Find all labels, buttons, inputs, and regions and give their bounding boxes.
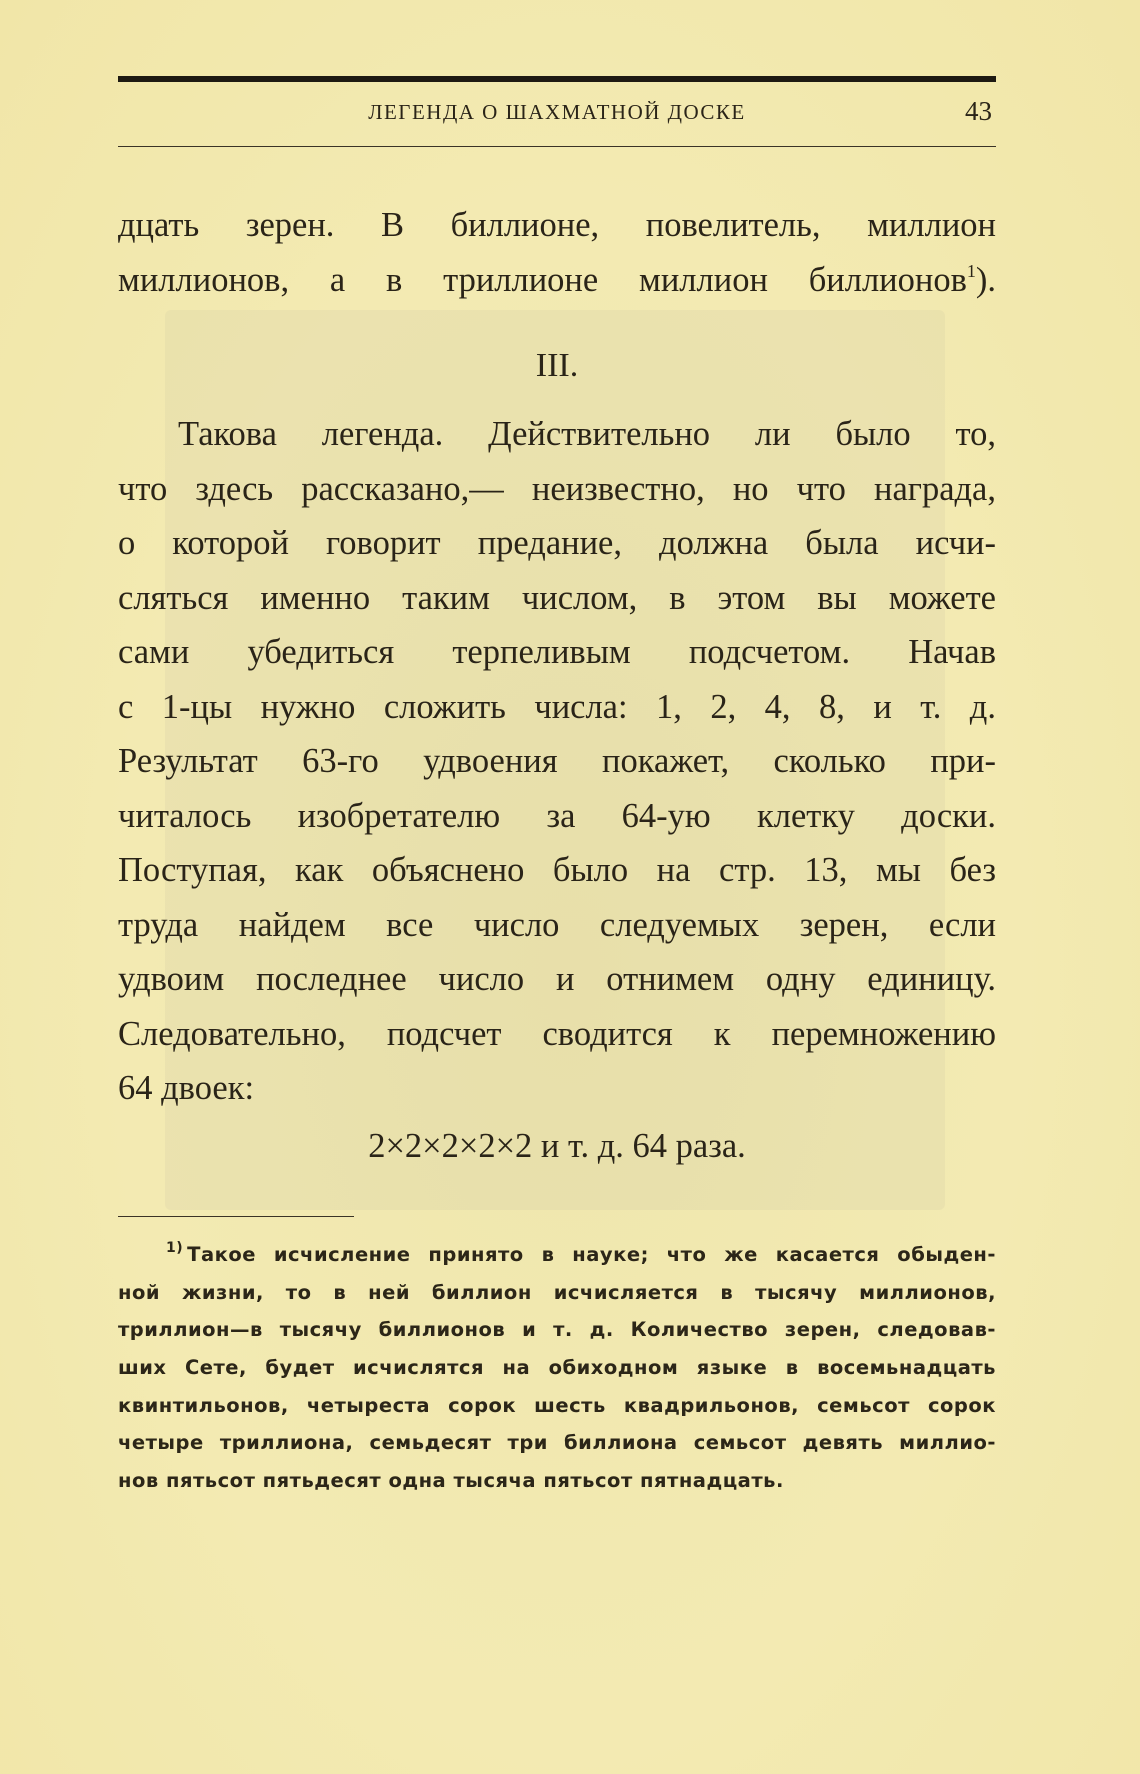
paragraph-line: сляться именно таким числом, в этом вы можете (118, 578, 996, 617)
footnote-line: триллион—в тысячу биллионов и т. д. Количество зерен, следовав- (118, 1318, 996, 1342)
intro-paragraph (118, 198, 996, 307)
footnote-separator (118, 1216, 354, 1217)
paragraph-line: Поступая, как объяснено было на стр. 13, мы без (118, 851, 996, 889)
header-thick-rule (118, 76, 996, 82)
intro-line (118, 253, 996, 308)
section-heading: III. (535, 347, 579, 384)
paragraph-line: труда найдем все число следуемых зерен, если (118, 905, 996, 944)
paragraph-line: удвоим последнее число и отнимем одну единицу. (118, 960, 996, 998)
multiplication-formula: 2×2×2×2×2 и т. д. 64 раза. (368, 1127, 746, 1165)
footnote-reference: 1 (966, 260, 976, 281)
footnote-line: четыре триллиона, семьдесят три биллиона семьсот девять миллио- (118, 1431, 996, 1455)
page-number: 43 (965, 96, 992, 126)
footnote-line: ших Сете, будет исчислятся на обиходном языке в восемьнадцать (118, 1356, 996, 1380)
paragraph-line: сами убедиться терпеливым подсчетом. Начав (118, 633, 996, 671)
footnote-line: ной жизни, то в ней биллион исчисляется в тысячу миллионов, (118, 1280, 996, 1304)
footnote-line (118, 1236, 996, 1274)
paragraph-line: Такова легенда. Действительно ли было то, (178, 415, 996, 453)
main-paragraph (118, 407, 996, 1116)
intro-line-closing: ). (975, 260, 996, 299)
running-head (118, 96, 996, 136)
paragraph-line: Результат 63-го удвоения покажет, сколько при- (118, 742, 996, 780)
running-title: ЛЕГЕНДА О ШАХМАТНОЙ ДОСКЕ (368, 100, 746, 124)
footnote-line: квинтильонов, четыреста сорок шесть квадрильонов, семьсот сорок (118, 1393, 996, 1417)
intro-line-text: миллионов, а в триллионе миллион биллионов (118, 260, 967, 299)
intro-line: дцать зерен. В биллионе, повелитель, миллион (118, 206, 996, 244)
footnote-marker: 1) (166, 1240, 184, 1256)
paragraph-line: что здесь рассказано,— неизвестно, но что награда, (118, 469, 996, 508)
footnote-line-text: Такое исчисление принято в науке; что же касается обыден- (187, 1243, 996, 1266)
paragraph-line: читалось изобретателю за 64-ую клетку доски. (118, 796, 996, 835)
footnote-line: нов пятьсот пятьдесят одна тысяча пятьсот пятнадцать. (118, 1469, 784, 1493)
header-thin-rule (118, 146, 996, 147)
paragraph-line: 64 двоек: (118, 1069, 255, 1107)
paragraph-line: о которой говорит предание, должна была исчи- (118, 524, 996, 562)
footnote (118, 1236, 996, 1500)
paragraph-line: Следовательно, подсчет сводится к перемножению (118, 1014, 996, 1053)
paragraph-line: с 1-цы нужно сложить числа: 1, 2, 4, 8, и т. д. (118, 687, 996, 726)
